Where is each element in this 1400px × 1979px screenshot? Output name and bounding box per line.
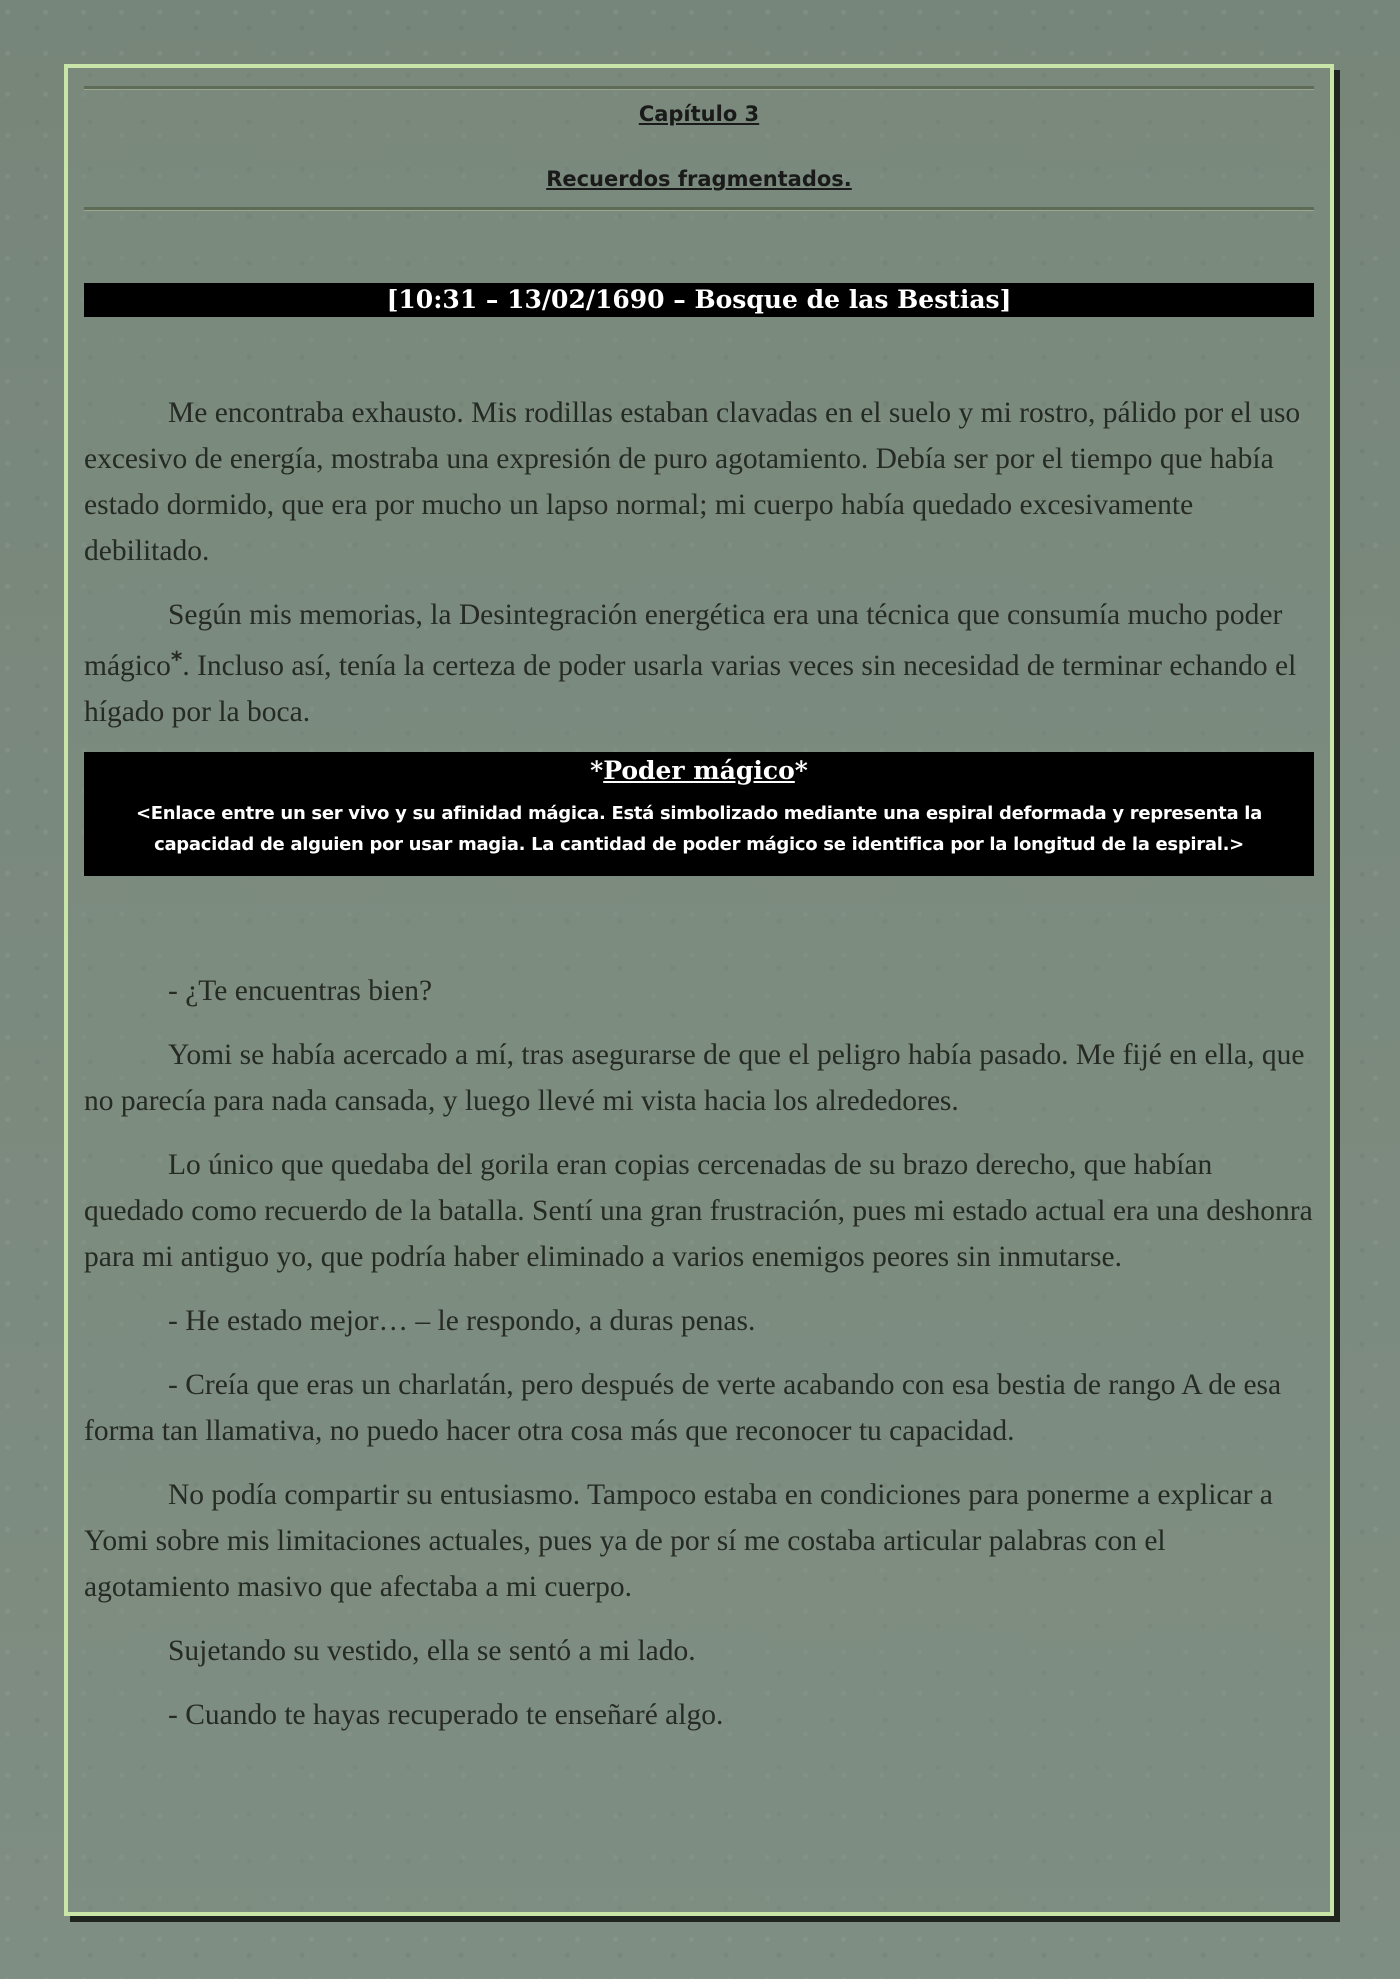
paragraph-text: . Incluso así, tenía la certeza de poder usarla varias veces sin necesidad de terminar echando el hígado por la boca. bbox=[84, 650, 1297, 728]
footnote-term: Poder mágico bbox=[603, 756, 795, 785]
footnote-title bbox=[84, 752, 1314, 788]
prose-section-2 bbox=[84, 968, 1314, 1756]
paragraph: Yomi se había acercado a mí, tras asegurarse de que el peligro había pasado. Me fijé en ella, que no parecía para nada cansada, y luego llevé mi vista hacia los alrededores. bbox=[84, 1039, 1305, 1117]
footnote-title-prefix: * bbox=[590, 756, 604, 785]
page-frame bbox=[64, 64, 1334, 1916]
paragraph: - Creía que eras un charlatán, pero después de verte acabando con esa bestia de rango A de esa forma tan llamativa, no puedo hacer otra cosa más que reconocer tu capacidad. bbox=[84, 1369, 1282, 1447]
header-top-rule bbox=[84, 86, 1314, 90]
paragraph-with-note bbox=[84, 592, 1314, 735]
paragraph: Sujetando su vestido, ella se sentó a mi lado. bbox=[168, 1635, 696, 1667]
chapter-number: Capítulo 3 bbox=[638, 102, 760, 126]
paragraph: No podía compartir su entusiasmo. Tampoco estaba en condiciones para ponerme a explicar a Yomi sobre mis limitaciones actuales, pues ya de por sí me costaba articular palabras con el agotamiento masivo que afectaba a mi cuerpo. bbox=[84, 1479, 1273, 1603]
footnote-title-suffix: * bbox=[794, 756, 808, 785]
paragraph: - ¿Te encuentras bien? bbox=[168, 975, 433, 1007]
footnote-box bbox=[84, 752, 1314, 876]
footnote-text: <Enlace entre un ser vivo y su afinidad mágica. Está simbolizado mediante una espiral deformada y representa la capacidad de alguien por usar magia. La cantidad de poder mágico se identifica por la longitud de la espiral.> bbox=[136, 803, 1262, 855]
chapter-title: Recuerdos fragmentados. bbox=[546, 167, 852, 191]
header-bottom-rule bbox=[84, 207, 1314, 211]
paragraph: - Cuando te hayas recuperado te enseñaré algo. bbox=[168, 1699, 724, 1731]
footnote-marker: * bbox=[170, 648, 183, 673]
paragraph: Lo único que quedaba del gorila eran copias cercenadas de su brazo derecho, que habían quedado como recuerdo de la batalla. Sentí una gran frustración, pues mi estado actual era una deshonra para mi antiguo yo, que podría haber eliminado a varios enemigos peores sin inmutarse. bbox=[84, 1149, 1313, 1273]
paragraph: - He estado mejor… – le respondo, a duras penas. bbox=[168, 1305, 756, 1337]
prose-section-1 bbox=[84, 390, 1314, 753]
scene-banner: [10:31 – 13/02/1690 – Bosque de las Bestias] bbox=[84, 283, 1314, 317]
paragraph-text: Según mis memorias, la Desintegración energética era una técnica que consumía mucho poder mágico bbox=[84, 599, 1283, 682]
paragraph: Me encontraba exhausto. Mis rodillas estaban clavadas en el suelo y mi rostro, pálido por el uso excesivo de energía, mostraba una expresión de puro agotamiento. Debía ser por el tiempo que había estado dormido, que era por mucho un lapso normal; mi cuerpo había quedado excesivamente debilitado. bbox=[84, 397, 1301, 567]
